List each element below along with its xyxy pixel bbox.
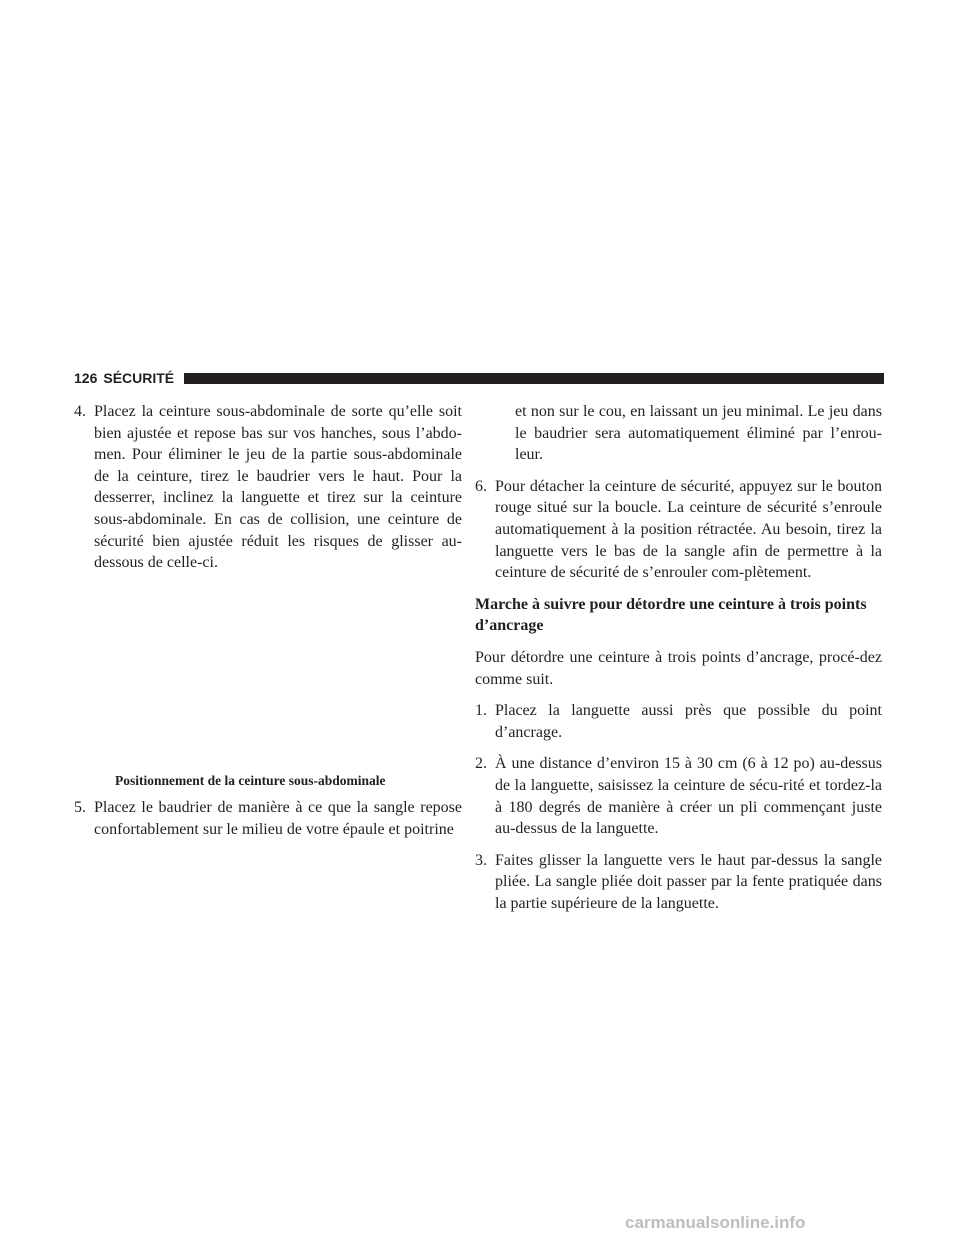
section-subheading: Marche à suivre pour détordre une ceinture à trois points d’ancrage [475,595,867,635]
list-item-4 [74,401,462,574]
list-item-text: Pour détacher la ceinture de sécurité, appuyez sur le bouton rouge situé sur la boucle. La ceinture de sécurité s’enroule automatiquement à la position rétractée. Au besoin, tirez la languette vers le bas de la sangle afin de permettre à la ceinture de sécurité de s’enrouler com-plètement. [495,477,882,582]
figure-lap-belt [92,560,462,765]
step-number: 3. [475,851,487,869]
section-title: SÉCURITÉ [103,370,175,386]
page-number: 126 [74,370,98,386]
watermark: carmanualsonline.info [625,1213,806,1232]
list-item-number: 4. [74,403,86,420]
list-item-text: Placez le baudrier de manière à ce que la sangle repose confortablement sur le milieu de votre épaule et poitrine [94,799,462,838]
intro-paragraph: Pour détordre une ceinture à trois points d’ancrage, procé-dez comme suit. [475,648,882,688]
step-number: 2. [475,755,487,773]
step-3 [475,850,882,915]
step-text: Faites glisser la languette vers le haut par-dessus la sangle pliée. La sangle pliée doit passer par la fente pratiquée dans la partie supérieure de la languette. [495,851,882,912]
right-column [475,401,882,924]
step-2 [475,753,882,839]
header-rule [184,373,884,384]
list-item-5-continued: et non sur le cou, en laissant un jeu minimal. Le jeu dans le baudrier sera automatiquement éliminé par l’enrou-leur. [515,403,882,464]
left-column-bottom [74,797,462,850]
list-item-number: 5. [74,799,86,816]
page-header [74,367,884,389]
figure-caption: Positionnement de la ceinture sous-abdominale [115,773,386,788]
list-item-6 [475,476,882,584]
left-column [74,401,462,584]
step-1 [475,700,882,743]
list-item-number: 6. [475,477,487,495]
list-item-text: Placez la ceinture sous-abdominale de sorte qu’elle soit bien ajustée et repose bas sur vos hanches, sous l’abdo-men. Pour éliminer le jeu de la partie sous-abdominale de la ceinture, tirez le baudrier vers le haut. Pour la desserrer, inclinez la languette et tirez sur la ceinture sous-abdominale. En cas de collision, une ceinture de sécurité bien ajustée réduit les risques de glisser au-dessous de celle-ci. [94,403,462,572]
step-text: Placez la languette aussi près que possible du point d’ancrage. [495,702,882,741]
list-item-5 [74,797,462,840]
step-number: 1. [475,702,487,720]
step-text: À une distance d’environ 15 à 30 cm (6 à 12 po) au-dessus de la languette, saisissez la ceinture de sécu-rité et tordez-la à 180 degrés de manière à créer un pli commençant juste au-dessus de la languette. [495,755,882,838]
